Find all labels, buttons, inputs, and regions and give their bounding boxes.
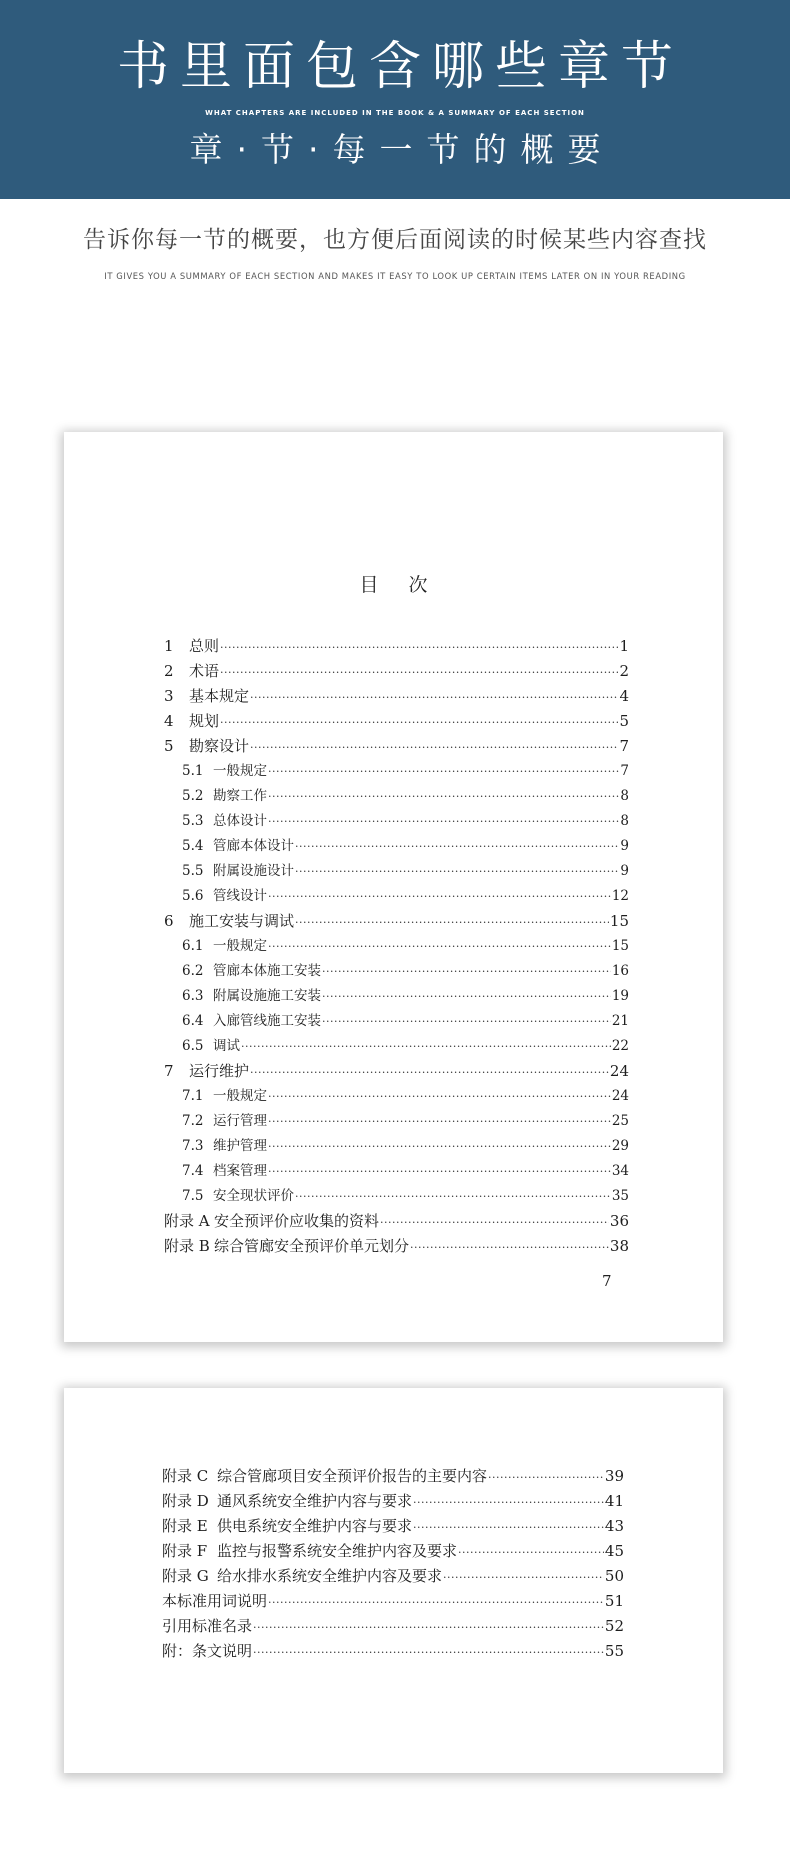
- toc-entry-title: 管廊本体设计: [213, 838, 294, 854]
- toc-entry-number: 7: [164, 1062, 174, 1080]
- toc-entry[interactable]: [182, 759, 629, 784]
- toc-entry-page: 1: [619, 637, 629, 655]
- toc-entry-title: 通风系统安全维护内容与要求: [217, 1492, 413, 1510]
- dot-leader: [253, 1615, 604, 1639]
- toc-entry-page: 35: [611, 1188, 629, 1204]
- toc-entry[interactable]: [164, 634, 629, 659]
- toc-entry-title: 一般规定: [213, 1088, 267, 1104]
- toc-entry-number: 附录 C: [162, 1467, 209, 1485]
- toc-entry[interactable]: [182, 1159, 629, 1184]
- toc-entry[interactable]: [162, 1564, 624, 1589]
- toc-entry-title: 一般规定: [213, 938, 267, 954]
- dot-leader: [268, 884, 611, 909]
- toc-heading: 目次: [359, 574, 458, 596]
- page-number: 7: [602, 1272, 612, 1290]
- dot-leader: [268, 1590, 604, 1614]
- toc-entry[interactable]: [164, 1209, 629, 1234]
- toc-entry-title: 供电系统安全维护内容与要求: [217, 1517, 413, 1535]
- toc-entry-page: 29: [611, 1138, 629, 1154]
- dot-leader: [413, 1490, 604, 1514]
- toc-entry-page: 24: [609, 1062, 629, 1080]
- header-banner: [0, 0, 790, 199]
- toc-entry-title: 总则: [189, 637, 220, 655]
- toc-entry-page: 9: [620, 838, 629, 854]
- toc-entry-title: 基本规定: [189, 687, 250, 705]
- toc-entry-number: 6.4: [182, 1013, 204, 1029]
- dot-leader: [268, 809, 619, 834]
- toc-entry-title: 附属设施施工安装: [213, 988, 321, 1004]
- toc-entry-page: 51: [604, 1592, 624, 1610]
- toc-entry[interactable]: [182, 984, 629, 1009]
- toc-entry-title: 综合管廊项目安全预评价报告的主要内容: [217, 1467, 488, 1485]
- dot-leader: [250, 685, 618, 709]
- dot-leader: [410, 1235, 609, 1259]
- toc-entry[interactable]: [162, 1489, 624, 1514]
- toc-entry-title: 安全预评价应收集的资料: [214, 1212, 380, 1230]
- toc-entry[interactable]: [164, 659, 629, 684]
- toc-entry[interactable]: [182, 859, 629, 884]
- toc-entry-page: 15: [609, 912, 629, 930]
- toc-entry-page: 43: [604, 1517, 624, 1535]
- toc-entry[interactable]: [164, 709, 629, 734]
- intro-text-chinese: 告诉你每一节的概要，也方便后面阅读的时候某些内容查找: [83, 227, 707, 253]
- toc-entry-number: 6.3: [182, 988, 204, 1004]
- toc-entry-title: 维护管理: [213, 1138, 267, 1154]
- toc-entry-page: 50: [604, 1567, 624, 1585]
- dot-leader: [295, 1184, 611, 1209]
- toc-entry-page: 21: [611, 1013, 629, 1029]
- toc-entry[interactable]: [164, 909, 629, 934]
- toc-entry-number: 7.4: [182, 1163, 204, 1179]
- toc-entry-title: 管线设计: [213, 888, 267, 904]
- dot-leader: [322, 959, 611, 984]
- toc-entry-page: 7: [619, 737, 629, 755]
- toc-entry[interactable]: [164, 1059, 629, 1084]
- toc-entry-number: 5.3: [182, 813, 204, 829]
- toc-entry-title: 档案管理: [213, 1163, 267, 1179]
- toc-entry-page: 24: [611, 1088, 629, 1104]
- toc-entry-title: 规划: [189, 712, 220, 730]
- toc-entry-page: 8: [620, 788, 629, 804]
- toc-entry-number: 3: [164, 687, 174, 705]
- toc-entry-page: 55: [604, 1642, 624, 1660]
- toc-entry-page: 34: [611, 1163, 629, 1179]
- toc-entry-title: 运行维护: [189, 1062, 250, 1080]
- toc-entry-number: 7.1: [182, 1088, 204, 1104]
- toc-entry-title: 安全现状评价: [213, 1188, 294, 1204]
- dot-leader: [268, 1109, 611, 1134]
- dot-leader: [380, 1210, 609, 1234]
- toc-entry-title: 入廊管线施工安装: [213, 1013, 321, 1029]
- toc-entry[interactable]: [162, 1639, 624, 1664]
- toc-entry-number: 6: [164, 912, 174, 930]
- dot-leader: [488, 1465, 604, 1489]
- dot-leader: [268, 1159, 611, 1184]
- toc-entry-title: 附属设施设计: [213, 863, 294, 879]
- dot-leader: [322, 1009, 611, 1034]
- toc-entry-title: 运行管理: [213, 1113, 267, 1129]
- dot-leader: [413, 1515, 604, 1539]
- toc-entry[interactable]: [164, 734, 629, 759]
- toc-entry-number: 附录 A: [164, 1212, 210, 1230]
- toc-entry-page: 12: [611, 888, 629, 904]
- dot-leader: [250, 735, 618, 759]
- toc-entry-number: 7.5: [182, 1188, 204, 1204]
- toc-entry-page: 2: [619, 662, 629, 680]
- toc-entry-number: 5.4: [182, 838, 204, 854]
- toc-entry-title: 勘察工作: [213, 788, 267, 804]
- toc-entry-title: 引用标准名录: [162, 1617, 253, 1635]
- toc-entry-number: 5.2: [182, 788, 204, 804]
- dot-leader: [295, 834, 619, 859]
- toc-entry-number: 附录 G: [162, 1567, 209, 1585]
- dot-leader: [322, 984, 611, 1009]
- toc-entry-page: 25: [611, 1113, 629, 1129]
- toc-entry[interactable]: [182, 1009, 629, 1034]
- toc-entry-number: 5.5: [182, 863, 204, 879]
- toc-page-1: [64, 432, 723, 1342]
- toc-entry[interactable]: [162, 1514, 624, 1539]
- toc-entry[interactable]: [164, 1234, 629, 1259]
- toc-entry[interactable]: [182, 1134, 629, 1159]
- toc-entry-number: 附录 B: [164, 1237, 210, 1255]
- toc-entry-number: 4: [164, 712, 174, 730]
- toc-entry[interactable]: [182, 809, 629, 834]
- toc-entry-page: 39: [604, 1467, 624, 1485]
- dot-leader: [443, 1565, 604, 1589]
- toc-entry-page: 4: [619, 687, 629, 705]
- toc-entry-page: 19: [611, 988, 629, 1004]
- toc-entry-page: 52: [604, 1617, 624, 1635]
- toc-entry-number: 5.1: [182, 763, 204, 779]
- toc-entry-page: 45: [604, 1542, 624, 1560]
- dot-leader: [268, 1084, 611, 1109]
- toc-entry[interactable]: [162, 1464, 624, 1489]
- dot-leader: [295, 910, 609, 934]
- dot-leader: [268, 759, 619, 784]
- toc-entry-page: 15: [611, 938, 629, 954]
- toc-entry[interactable]: [164, 684, 629, 709]
- toc-entry[interactable]: [182, 884, 629, 909]
- dot-leader: [253, 1640, 604, 1664]
- toc-entry-number: 1: [164, 637, 174, 655]
- toc-entry-title: 调试: [213, 1038, 240, 1054]
- toc-entry-number: 6.2: [182, 963, 204, 979]
- toc-entry-title: 总体设计: [213, 813, 267, 829]
- intro-text-english: IT GIVES YOU A SUMMARY OF EACH SECTION AND MAKES IT EASY TO LOOK UP CERTAIN ITEMS LATER ON IN YOUR READING: [104, 271, 686, 281]
- toc-entry-number: 7.3: [182, 1138, 204, 1154]
- toc-entry[interactable]: [182, 1184, 629, 1209]
- dot-leader: [268, 784, 619, 809]
- toc-entry-number: 7.2: [182, 1113, 204, 1129]
- toc-entry-title: 附：条文说明: [162, 1642, 253, 1660]
- toc-entry[interactable]: [182, 784, 629, 809]
- dot-leader: [268, 1134, 611, 1159]
- toc-entry-title: 一般规定: [213, 763, 267, 779]
- dot-leader: [220, 635, 618, 659]
- toc-entry[interactable]: [182, 834, 629, 859]
- toc-entry-title: 施工安装与调试: [189, 912, 295, 930]
- toc-entry-page: 7: [620, 763, 629, 779]
- toc-entry-page: 41: [604, 1492, 624, 1510]
- toc-entry[interactable]: [182, 1084, 629, 1109]
- toc-entry-page: 38: [609, 1237, 629, 1255]
- toc-entry[interactable]: [162, 1539, 624, 1564]
- banner-title: 书里面包含哪些章节: [116, 37, 684, 97]
- toc-entry[interactable]: [182, 1109, 629, 1134]
- toc-entry-page: 9: [620, 863, 629, 879]
- dot-leader: [295, 859, 619, 884]
- dot-leader: [268, 934, 611, 959]
- banner-subtitle-english: WHAT CHAPTERS ARE INCLUDED IN THE BOOK & A SUMMARY OF EACH SECTION: [205, 109, 585, 117]
- toc-entry[interactable]: [182, 1034, 629, 1059]
- toc-entry-title: 给水排水系统安全维护内容及要求: [217, 1567, 443, 1585]
- toc-entry-number: 6.5: [182, 1038, 204, 1054]
- toc-entry-page: 5: [619, 712, 629, 730]
- toc-entry[interactable]: [182, 959, 629, 984]
- toc-entry[interactable]: [162, 1589, 624, 1614]
- toc-entry-number: 附录 F: [162, 1542, 208, 1560]
- toc-page-2: [64, 1388, 723, 1773]
- dot-leader: [220, 710, 618, 734]
- toc-entry-page: 8: [620, 813, 629, 829]
- toc-entry-title: 综合管廊安全预评价单元划分: [214, 1237, 410, 1255]
- toc-entry-number: 6.1: [182, 938, 204, 954]
- dot-leader: [241, 1034, 611, 1059]
- toc-entry-title: 术语: [189, 662, 220, 680]
- toc-entry-number: 5.6: [182, 888, 204, 904]
- toc-entry-number: 附录 D: [162, 1492, 209, 1510]
- dot-leader: [250, 1060, 609, 1084]
- toc-entry-page: 22: [611, 1038, 629, 1054]
- toc-entry-number: 附录 E: [162, 1517, 208, 1535]
- dot-leader: [220, 660, 618, 684]
- toc-entry-page: 16: [611, 963, 629, 979]
- toc-entry-title: 本标准用词说明: [162, 1592, 268, 1610]
- toc-entry-title: 管廊本体施工安装: [213, 963, 321, 979]
- toc-entry[interactable]: [182, 934, 629, 959]
- toc-entry-title: 勘察设计: [189, 737, 250, 755]
- toc-entry-title: 监控与报警系统安全维护内容及要求: [217, 1542, 458, 1560]
- toc-entry-number: 5: [164, 737, 174, 755]
- dot-leader: [458, 1540, 604, 1564]
- toc-entry-page: 36: [609, 1212, 629, 1230]
- toc-entry-number: 2: [164, 662, 174, 680]
- toc-entry[interactable]: [162, 1614, 624, 1639]
- banner-subtitle-chinese: 章·节·每一节的概要: [189, 130, 615, 169]
